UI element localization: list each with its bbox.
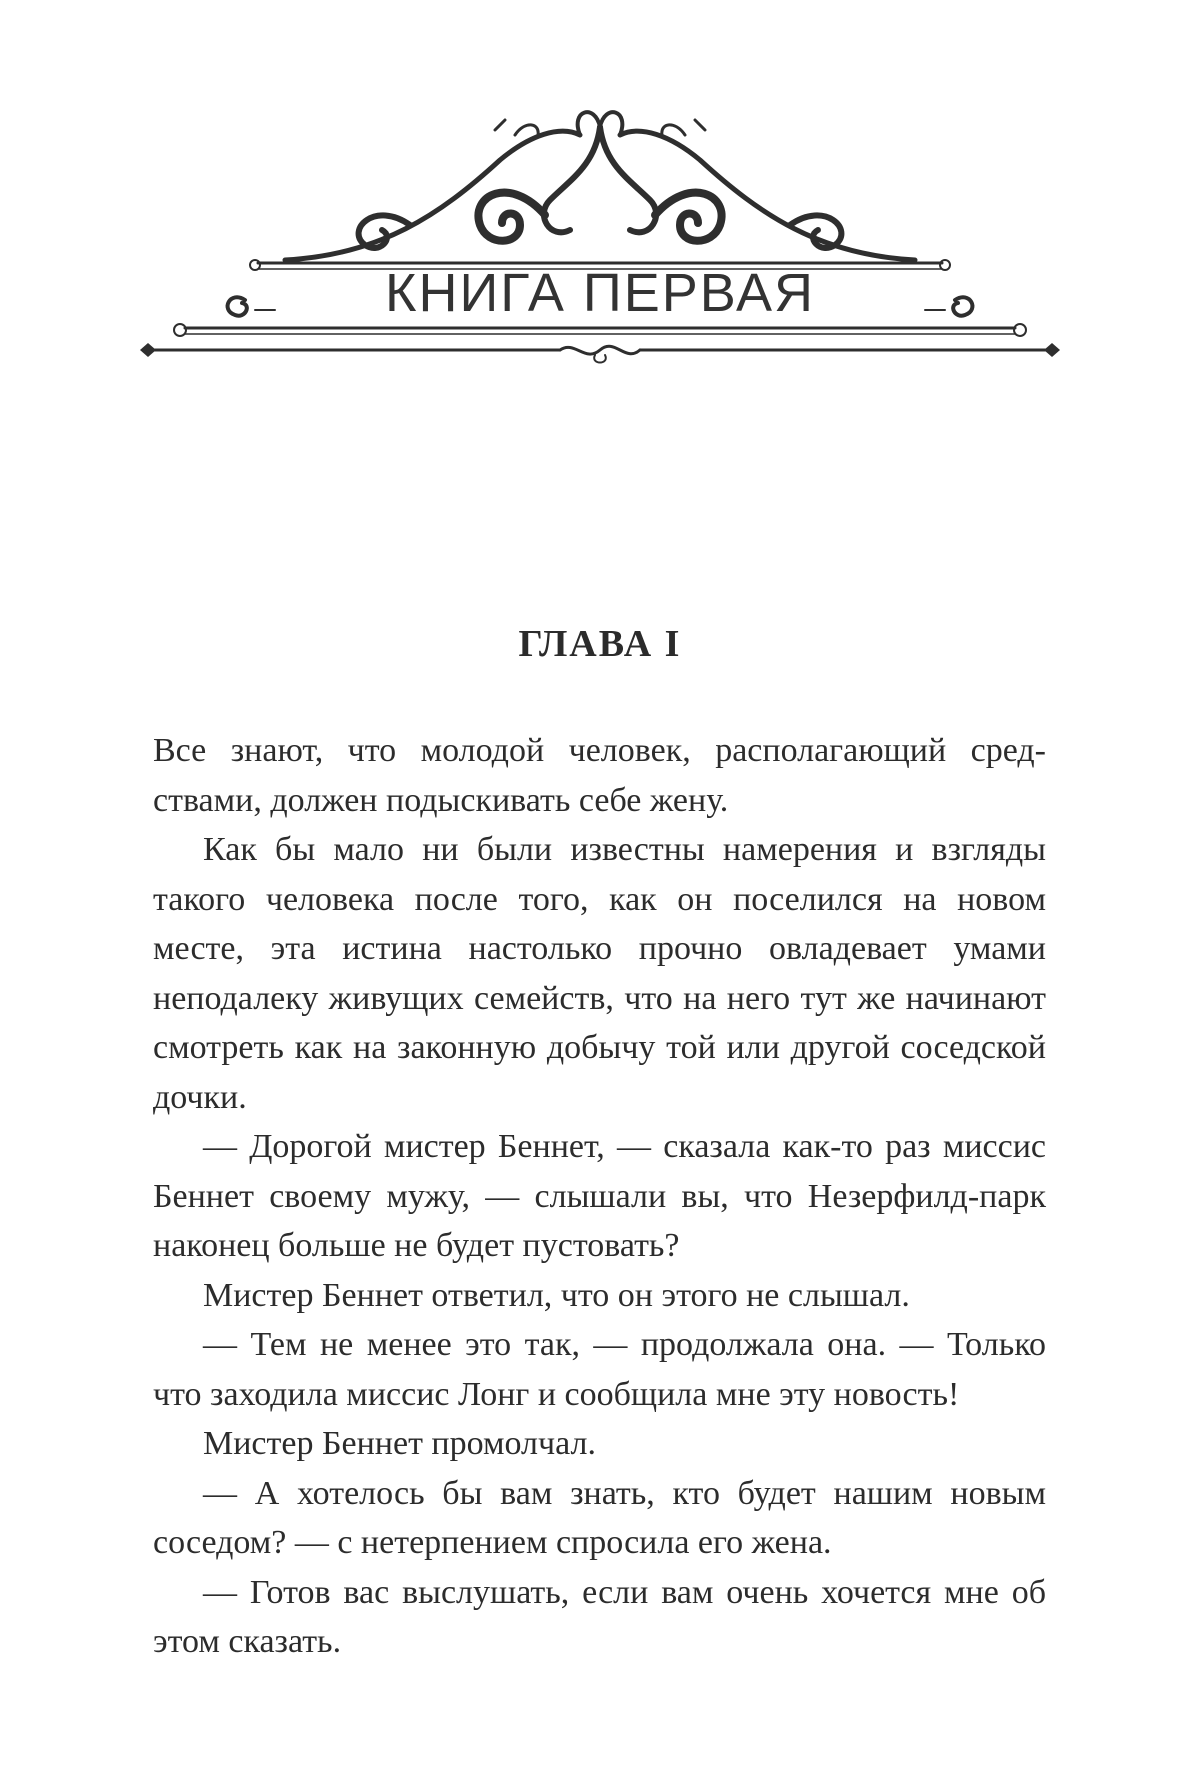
paragraph: — Тем не менее это так, — продолжала она. — Только что заходила миссис Лонг и сообщила мне эту новость! xyxy=(153,1326,1046,1413)
paragraph: — Готов вас выслушать, если вам очень хочется мне об этом сказать. xyxy=(153,1573,1046,1660)
chapter-text xyxy=(153,726,1046,1667)
ornamental-header-frame xyxy=(140,105,1060,395)
paragraph: Как бы мало ни были известны намерения и взгляды такого человека после того, как он поселился на новом месте, эта истина настолько прочно овладевает умами неподалеку живущих семейств, что на него тут же начинают смотреть как на законную добычу той или другой соседской дочки. xyxy=(153,831,1046,1116)
paragraph: — Дорогой мистер Беннет, — сказала как-то раз миссис Беннет своему мужу, — слышали вы, что Незерфилд-парк наконец больше не будет пустовать? xyxy=(153,1128,1046,1264)
paragraph: — А хотелось бы вам знать, кто будет нашим новым соседом? — с нетерпением спросила его жена. xyxy=(153,1474,1046,1561)
chapter-title: ГЛАВА I xyxy=(518,623,682,665)
book-title: КНИГА ПЕРВАЯ xyxy=(384,263,815,323)
paragraph: Все знают, что молодой человек, располагающий средствами, должен подыскивать себе жену. xyxy=(153,732,1046,819)
paragraph: Мистер Беннет промолчал. xyxy=(203,1425,596,1462)
paragraph: Мистер Беннет ответил, что он этого не слышал. xyxy=(203,1276,910,1314)
